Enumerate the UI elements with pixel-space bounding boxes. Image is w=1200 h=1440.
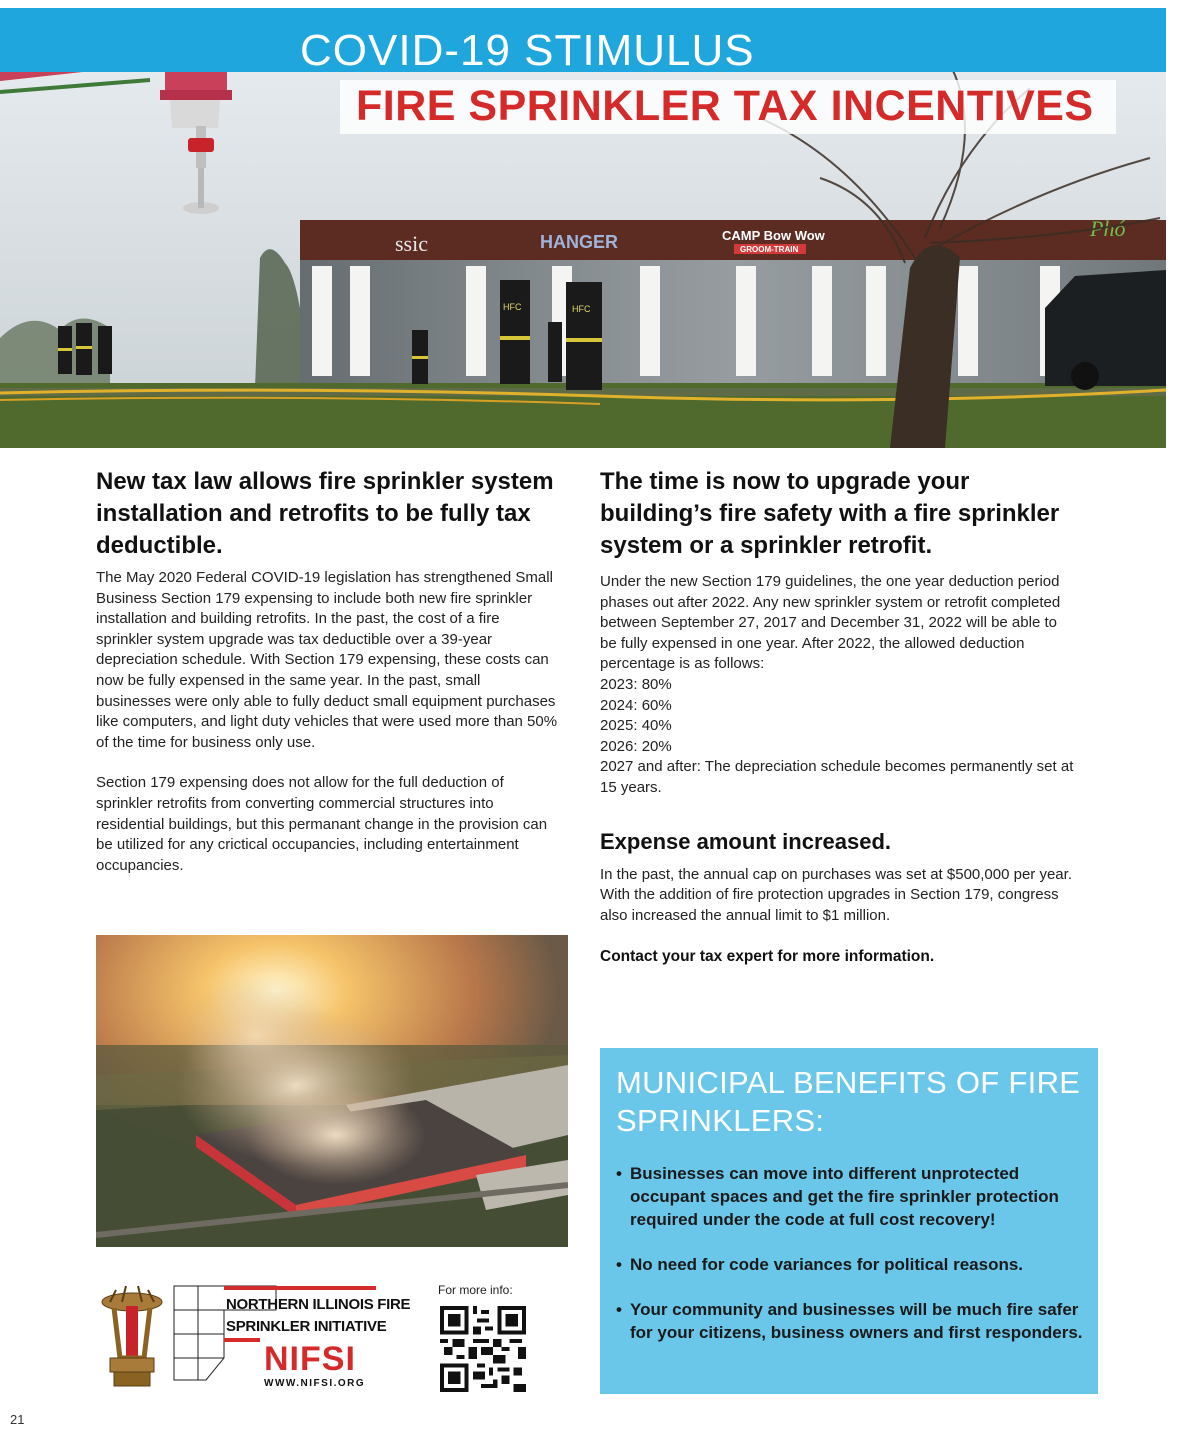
expense-heading: Expense amount increased.	[600, 828, 891, 854]
benefits-list	[616, 1162, 1084, 1344]
qr-code-icon[interactable]	[440, 1306, 526, 1392]
nifsi-logo	[96, 1280, 411, 1392]
benefit-item: • No need for code variances for political reasons.	[616, 1253, 1084, 1276]
sprinkler-head-icon	[102, 1286, 162, 1386]
municipal-benefits-box	[600, 1048, 1098, 1394]
schedule-item: 2025: 40%	[600, 717, 672, 735]
hero-firefighter-label: HFC	[503, 302, 522, 312]
benefit-item: • Businesses can move into different unprotected occupant spaces and get the fire sprinkler protection required under the code at full cost recovery!	[616, 1162, 1084, 1231]
page-number: 21	[10, 1412, 25, 1427]
contact-note: Contact your tax expert for more information.	[600, 948, 935, 966]
qr-label: For more info:	[438, 1283, 513, 1297]
schedule-item: 2023: 80%	[600, 675, 672, 693]
right-column	[600, 466, 1075, 966]
logo-url: WWW.NIFSI.ORG	[264, 1378, 366, 1389]
benefit-item: • Your community and businesses will be much fire safer for your citizens, business owners and first responders.	[616, 1298, 1084, 1344]
schedule-item: 2027 and after: The depreciation schedule becomes permanently set at 15 years.	[600, 758, 1074, 796]
schedule-item: 2026: 20%	[600, 737, 672, 755]
hero-banner	[0, 8, 1166, 448]
right-body	[600, 572, 1075, 799]
logo-name-line2: SPRINKLER INITIATIVE	[226, 1318, 387, 1335]
hero-sign-pho: Phó	[1090, 216, 1126, 241]
hero-sign-groom: GROOM-TRAIN	[740, 245, 799, 254]
deduction-schedule	[600, 675, 1075, 799]
hero-sign-camp: CAMP Bow Wow	[722, 228, 825, 243]
left-paragraph: The May 2020 Federal COVID-19 legislation has strengthened Small Business Section 179 expensing to include both new fire sprinkler installation and building retrofits. In the past, the cost of a fire sprinkler system upgrade was tax deductible over a 39-year depreciation schedule. With Section 179 expensing, these costs can now be fully expensed in the same year. In the past, small businesses were only able to fully deduct small equipment purchases like computers, and light duty vehicles that were used more than 50% of the time for business only use.	[96, 569, 558, 751]
aerial-fire-photo	[96, 935, 568, 1247]
schedule-item: 2024: 60%	[600, 696, 672, 714]
municipal-title: MUNICIPAL BENEFITS OF FIRE SPRINKLERS:	[616, 1065, 1081, 1138]
left-heading: New tax law allows fire sprinkler system installation and retrofits to be fully tax deductible.	[96, 468, 554, 559]
left-column	[96, 466, 558, 876]
hero-firefighter-label: HFC	[572, 304, 591, 314]
hero-sign-ssic: ssic	[395, 231, 428, 256]
page-subtitle: FIRE SPRINKLER TAX INCENTIVES	[356, 82, 1094, 130]
logo-acronym: NIFSI	[264, 1340, 356, 1378]
right-intro: Under the new Section 179 guidelines, the one year deduction period phases out after 2022. Any new sprinkler system or retrofit completed between September 27, 2017 and December 31, 2022 will be able to be fully expensed in one year. After 2022, the allowed deduction percentage is as follows:	[600, 573, 1061, 673]
right-heading: The time is now to upgrade your building’s fire safety with a fire sprinkler system or a sprinkler retrofit.	[600, 468, 1060, 559]
hero-sign-hanger: HANGER	[540, 232, 619, 252]
left-paragraph: Section 179 expensing does not allow for the full deduction of sprinkler retrofits from converting commercial structures into residential buildings, but this permanant change in the provision can be utilized for any crictical occupancies, including entertainment occupancies.	[96, 774, 548, 874]
logo-name-line1: NORTHERN ILLINOIS FIRE	[226, 1296, 411, 1313]
page-title: COVID-19 STIMULUS	[300, 26, 755, 75]
expense-text: In the past, the annual cap on purchases was set at $500,000 per year. With the addition of fire protection upgrades in Section 179, congress also increased the annual limit to $1 million.	[600, 865, 1072, 924]
left-body	[96, 568, 558, 876]
